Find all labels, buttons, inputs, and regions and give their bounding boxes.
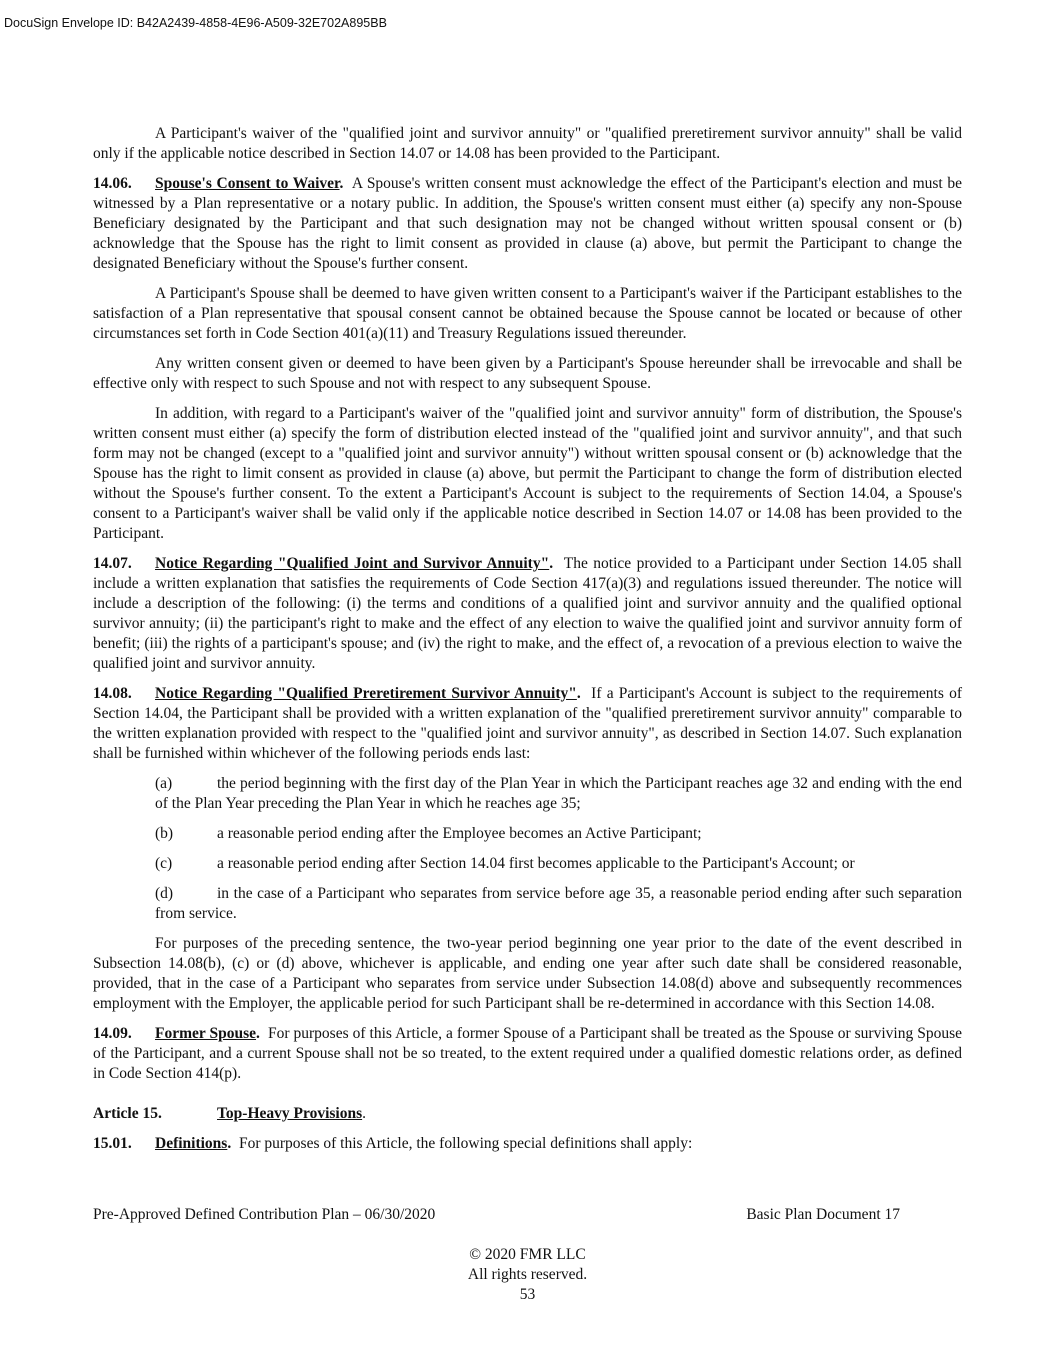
- section-title: Definitions: [155, 1135, 228, 1152]
- section-number: 15.01.: [93, 1135, 132, 1152]
- section-text: For purposes of this Article, the following special definitions shall apply:: [238, 1135, 693, 1152]
- section-text: If a Participant's Account is subject to the requirements of Section 14.04, the Participant shall be provided with a written explanation of the "qualified preretirement survivor annuity" comparable to the written explanation provided with respect to the "qualified joint and survivor annuity", as described in Section 14.07. Such explanation shall be furnished within whichever of the following periods ends last:: [93, 685, 963, 762]
- section-14-08: [93, 684, 962, 764]
- section-14-06: [93, 174, 962, 274]
- article-title-punct: .: [362, 1105, 366, 1122]
- list-item-text: in the case of a Participant who separates from service before age 35, a reasonable period ending after such separation from service.: [155, 885, 962, 922]
- section-number: 14.06.: [93, 175, 132, 192]
- section-title: Notice Regarding "Qualified Joint and Survivor Annuity": [155, 555, 550, 572]
- rights-line: All rights reserved.: [467, 1266, 588, 1283]
- section-number: 14.08.: [93, 685, 132, 702]
- document-body: [93, 124, 962, 1164]
- section-title-punct: .: [576, 685, 581, 702]
- list-item-label: (b): [155, 825, 174, 842]
- article-number: Article 15.: [93, 1105, 162, 1122]
- section-title-punct: .: [549, 555, 554, 572]
- list-item-text: a reasonable period ending after the Employee becomes an Active Participant;: [217, 825, 702, 842]
- list-item-label: (d): [155, 885, 174, 902]
- list-item-d: [155, 884, 962, 924]
- article-15-heading: [93, 1104, 962, 1124]
- paragraph-irrevocable: Any written consent given or deemed to have been given by a Participant's Spouse hereunder shall be irrevocable and shall be effective only with respect to such Spouse and not with respect to any subsequent Spouse.: [93, 355, 962, 392]
- article-title: Top-Heavy Provisions: [217, 1105, 363, 1122]
- section-title-punct: .: [256, 1025, 260, 1042]
- section-title: Spouse's Consent to Waiver: [155, 175, 340, 192]
- section-14-09: [93, 1024, 962, 1084]
- copyright-block: [0, 1245, 1055, 1305]
- section-15-01: [93, 1134, 962, 1154]
- paragraph-two-year-period: For purposes of the preceding sentence, the two-year period beginning one year prior to the date of the event described in Subsection 14.08(b), (c) or (d) above, whichever is applicable, and ending one year after such date shall be considered reasonable, provided, that in the case of a Participant who separates from service under Subsection 14.08(d) above and subsequently recommences employment with the Employer, the applicable period for such Participant shall be re-determined in accordance with this Section 14.08.: [93, 935, 962, 1012]
- list-item-label: (a): [155, 775, 173, 792]
- section-title: Former Spouse: [155, 1025, 257, 1042]
- paragraph-waiver: A Participant's waiver of the "qualified joint and survivor annuity" or "qualified preretirement survivor annuity" shall be valid only if the applicable notice described in Section 14.07 or 14.08 has been provided to the Participant.: [93, 125, 962, 162]
- section-title: Notice Regarding "Qualified Preretirement Survivor Annuity": [155, 685, 577, 702]
- list-item-b: [155, 824, 962, 844]
- section-text: For purposes of this Article, a former Spouse of a Participant shall be treated as the Spouse or surviving Spouse of the Participant, and a current Spouse shall not be so treated, to the extent required under a qualified domestic relations order, as defined in Code Section 414(p).: [93, 1025, 963, 1082]
- list-item-a: [155, 774, 962, 814]
- section-number: 14.09.: [93, 1025, 132, 1042]
- section-title-punct: .: [339, 175, 344, 192]
- envelope-id: DocuSign Envelope ID: B42A2439-4858-4E96-A509-32E702A895BB: [4, 16, 387, 30]
- footer-plan-name: Pre-Approved Defined Contribution Plan – 06/30/2020: [93, 1206, 436, 1223]
- footer-document-name: Basic Plan Document 17: [746, 1206, 900, 1223]
- section-14-07: [93, 554, 962, 674]
- paragraph-deemed-consent: A Participant's Spouse shall be deemed to have given written consent to a Participant's waiver if the Participant establishes to the satisfaction of a Plan representative that spousal consent cannot be obtained because the Spouse cannot be located or because of other circumstances set forth in Code Section 401(a)(11) and Treasury Regulations issued thereunder.: [93, 285, 962, 342]
- copyright-line: © 2020 FMR LLC: [469, 1246, 586, 1263]
- section-text: The notice provided to a Participant under Section 14.05 shall include a written explanation that satisfies the requirements of Code Section 417(a)(3) and regulations issued thereunder. The notice will include a description of the following: (i) the terms and conditions of a qualified joint and survivor annuity and the qualified optional survivor annuity; (ii) the participant's right to make and the effect of any election to waive the qualified joint and survivor annuity form of benefit; (iii) the rights of a participant's spouse; and (iv) the right to make, and the effect of, a revocation of a previous election to waive the qualified joint and survivor annuity.: [93, 555, 962, 672]
- list-item-c: [155, 854, 962, 874]
- section-number: 14.07.: [93, 555, 132, 572]
- list-item-text: the period beginning with the first day of the Plan Year in which the Participant reaches age 32 and ending with the end of the Plan Year preceding the Plan Year in which he reaches age 35;: [155, 775, 962, 812]
- list-item-label: (c): [155, 855, 173, 872]
- list-item-text: a reasonable period ending after Section 14.04 first becomes applicable to the Participant's Account; or: [217, 855, 855, 872]
- section-title-punct: .: [227, 1135, 232, 1152]
- section-text: A Spouse's written consent must acknowledge the effect of the Participant's election and must be witnessed by a Plan representative or a notary public. In addition, the Spouse's written consent must either (a) specify any non-Spouse Beneficiary designated by the Participant and that such designation may not be changed without written spousal consent or (b) acknowledge that the Spouse has the right to limit consent as provided in clause (a) above, but permit the Participant to change the designated Beneficiary without the Spouse's further consent.: [93, 175, 962, 272]
- page-number: 53: [519, 1286, 536, 1303]
- paragraph-form-of-distribution: In addition, with regard to a Participant's waiver of the "qualified joint and survivor annuity" form of distribution, the Spouse's written consent must either (a) specify the form of distribution elected instead of the "qualified joint and survivor annuity", and that such form may not be changed (except to a "qualified joint and survivor annuity") without written spousal consent or (b) acknowledge that the Spouse has the right to limit consent as provided in clause (a) above, but permit the Participant to change the form of distribution elected without the Spouse's further consent. To the extent a Participant's Account is subject to the requirements of Section 14.04, a Spouse's consent to a Participant's waiver shall be valid only if the applicable notice described in Section 14.07 or 14.08 has been provided to the Participant.: [93, 405, 962, 542]
